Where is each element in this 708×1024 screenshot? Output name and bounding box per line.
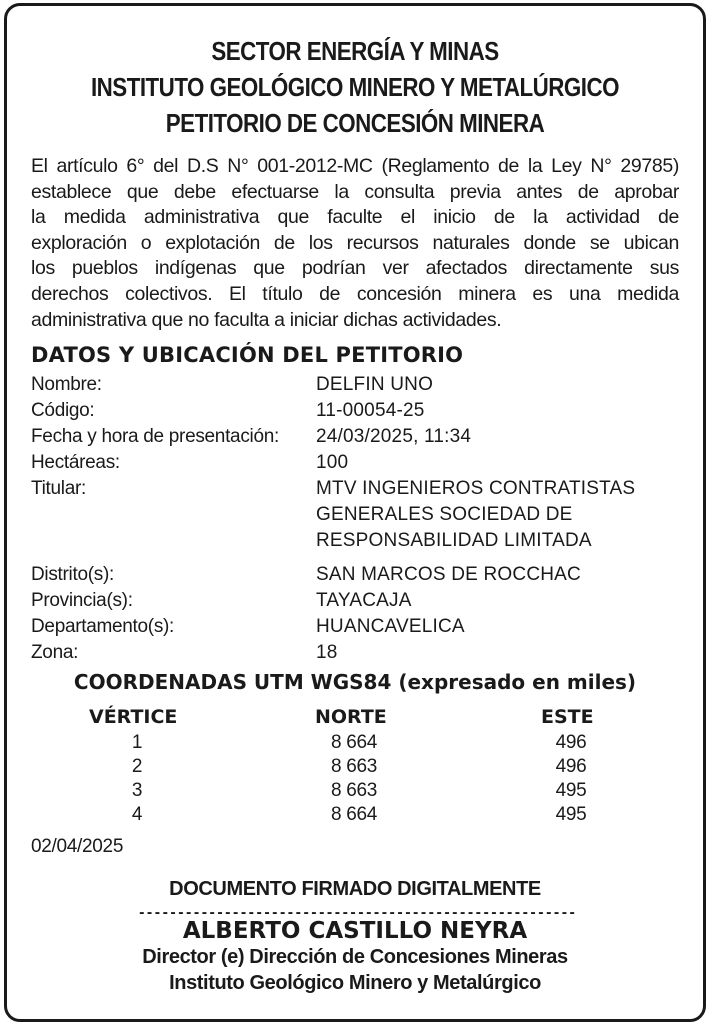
field-value: GENERALES SOCIEDAD DE [316,504,573,525]
table-cell: 2 [131,756,143,777]
column-header-norte: NORTE [315,706,387,728]
field-label: Código: [31,400,95,421]
table-cell: 8 663 [330,756,378,777]
coordinates-title: COORDENADAS UTM WGS84 (expresado en miles) [73,670,637,694]
field-value: SAN MARCOS DE ROCCHAC [316,564,581,585]
field-label: Provincia(s): [31,590,133,611]
table-cell: 8 664 [330,804,378,825]
intro-line: la medida administrativa que faculte el inicio de la actividad de [31,206,679,229]
signer-institution: Instituto Geológico Minero y Metalúrgico [169,972,541,994]
column-header-este: ESTE [541,706,594,728]
header-document-type: PETITORIO DE CONCESIÓN MINERA [165,108,545,138]
notice-frame [4,3,706,1022]
field-value: 24/03/2025, 11:34 [316,426,472,447]
field-label: Distrito(s): [31,564,114,585]
digitally-signed-label: DOCUMENTO FIRMADO DIGITALMENTE [169,878,541,900]
intro-paragraph [31,154,679,333]
table-cell: 495 [555,780,587,801]
header-sector: SECTOR ENERGÍA Y MINAS [211,36,499,66]
intro-line: establece que debe efectuarse la consulta previa antes de aprobar [31,180,679,203]
intro-line: administrativa que no faculta a iniciar dichas actividades. [31,308,502,331]
table-cell: 496 [555,756,587,777]
field-label: Hectáreas: [31,452,120,473]
field-value: 11-00054-25 [316,400,425,421]
table-cell: 4 [131,804,143,825]
field-value: RESPONSABILIDAD LIMITADA [316,530,592,551]
field-value: DELFIN UNO [316,374,434,395]
table-cell: 8 663 [330,780,378,801]
field-value: HUANCAVELICA [316,616,465,637]
intro-line: los pueblos indígenas que podrían ver afectados directamente sus [31,257,679,280]
signature-divider: -------------------------------------------------------- [137,906,577,921]
intro-line: derechos colectivos. El título de concesión minera es una medida [31,282,679,305]
column-header-vertice: VÉRTICE [89,706,178,728]
signer-role: Director (e) Dirección de Concesiones Mineras [142,946,568,968]
table-cell: 8 664 [330,732,378,753]
table-cell: 1 [131,732,143,753]
publication-date: 02/04/2025 [31,836,124,857]
intro-line: exploración o explotación de los recursos naturales donde se ubican [31,231,679,254]
field-label: Zona: [31,642,79,663]
intro-line: El artículo 6° del D.S N° 001-2012-MC (Reglamento de la Ley N° 29785) [31,155,679,177]
field-value: 100 [316,452,349,473]
field-value: TAYACAJA [316,590,412,611]
field-value: MTV INGENIEROS CONTRATISTAS [316,478,636,499]
signer-name: ALBERTO CASTILLO NEYRA [182,918,528,944]
header-institute: INSTITUTO GEOLÓGICO MINERO Y METALÚRGICO [90,72,620,102]
table-cell: 3 [131,780,143,801]
field-label: Departamento(s): [31,616,175,637]
field-label: Nombre: [31,374,102,395]
field-value: 18 [316,642,338,663]
table-cell: 495 [555,804,587,825]
field-label: Fecha y hora de presentación: [31,426,279,447]
field-label: Titular: [31,478,86,499]
section-title: DATOS Y UBICACIÓN DEL PETITORIO [31,343,464,367]
table-cell: 496 [555,732,587,753]
